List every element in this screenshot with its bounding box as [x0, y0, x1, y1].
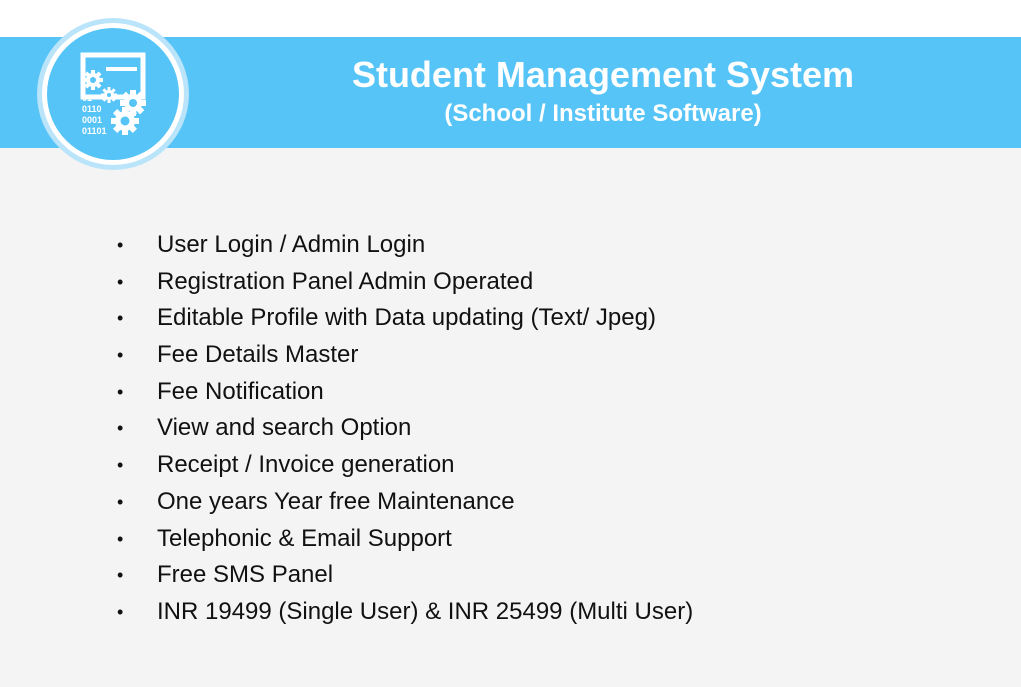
bullet: • — [117, 565, 124, 586]
list-item — [117, 227, 693, 264]
gear-icon — [83, 70, 103, 90]
list-item — [117, 410, 693, 447]
title-block — [290, 54, 916, 129]
bullet: • — [117, 381, 124, 402]
list-item — [117, 374, 693, 411]
list-item — [117, 594, 693, 631]
feature-label: Receipt / Invoice generation — [157, 451, 455, 479]
list-item — [117, 300, 693, 337]
binary-line: 01101 — [82, 126, 107, 136]
gear-icon — [101, 87, 117, 103]
feature-label: Editable Profile with Data updating (Text/ Jpeg) — [157, 304, 656, 332]
binary-line: 01 — [82, 93, 93, 103]
feature-label: Fee Notification — [157, 377, 324, 405]
feature-label: View and search Option — [157, 414, 412, 442]
list-item — [117, 557, 693, 594]
list-item — [117, 521, 693, 558]
software-settings-icon — [34, 18, 192, 170]
bullet: • — [117, 418, 124, 439]
feature-list — [117, 227, 693, 631]
binary-line: 0001 — [82, 115, 103, 125]
feature-label: User Login / Admin Login — [157, 231, 426, 258]
bullet: • — [117, 271, 124, 292]
bullet: • — [117, 491, 124, 512]
feature-label: Free SMS Panel — [157, 561, 334, 589]
feature-label: One years Year free Maintenance — [157, 487, 515, 515]
page-title: Student Management System — [351, 54, 855, 95]
bullet: • — [117, 528, 124, 549]
feature-label: Registration Panel Admin Operated — [157, 267, 534, 295]
list-item — [117, 337, 693, 374]
bullet: • — [117, 455, 124, 476]
bullet: • — [117, 235, 124, 255]
feature-label: INR 19499 (Single User) & INR 25499 (Multi User) — [157, 597, 694, 625]
binary-line: 0110 — [82, 104, 102, 114]
bullet: • — [117, 601, 124, 622]
list-item — [117, 447, 693, 484]
bullet: • — [117, 345, 124, 366]
feature-label: Telephonic & Email Support — [157, 524, 452, 552]
list-item — [117, 484, 693, 521]
gear-icon — [111, 107, 139, 135]
page-subtitle: (School / Institute Software) — [444, 100, 762, 127]
feature-label: Fee Details Master — [157, 341, 359, 369]
bullet: • — [117, 308, 124, 329]
list-item — [117, 264, 693, 301]
